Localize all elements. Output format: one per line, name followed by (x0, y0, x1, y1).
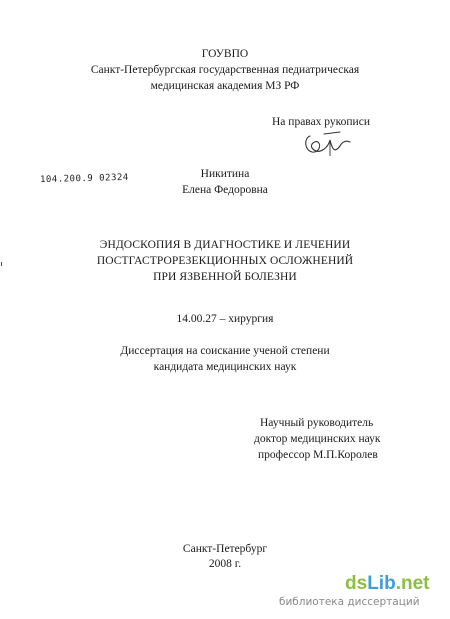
organization-abbr: ГОУВПО (201, 48, 249, 60)
title-line-2: ПОСТГАСТРОРЕЗЕКЦИОННЫХ ОСЛОЖНЕНИЙ (96, 255, 354, 267)
author-surname: Никитина (200, 168, 250, 180)
academy-line-2: медицинская академия МЗ РФ (150, 80, 300, 92)
academy-line-1: Санкт-Петербургская государственная педиатрическая (90, 64, 360, 76)
title-line-3: ПРИ ЯЗВЕННОЙ БОЛЕЗНИ (153, 271, 297, 283)
supervisor-role: Научный руководитель (260, 417, 374, 429)
specialty: 14.00.27 – хирургия (176, 313, 274, 325)
supervisor-name: профессор М.П.Королев (258, 449, 378, 461)
logo-ds: ds (345, 573, 368, 594)
year: 2008 г. (208, 558, 242, 570)
author-name: Елена Федоровна (182, 184, 268, 196)
logo-net: .net (395, 573, 430, 594)
city: Санкт-Петербург (182, 543, 268, 555)
archive-number: 104.200.9 02324 (39, 172, 129, 186)
signature-image (300, 128, 360, 162)
manuscript-rights: На правах рукописи (272, 116, 370, 128)
logo-lib: Lib (367, 573, 396, 594)
dslib-subtitle: библиотека диссертаций (279, 596, 420, 608)
title-line-1: ЭНДОСКОПИЯ В ДИАГНОСТИКЕ И ЛЕЧЕНИИ (99, 239, 351, 251)
degree-line-2: кандидата медицинских наук (153, 361, 297, 373)
degree-line-1: Диссертация на соискание ученой степени (120, 345, 330, 357)
supervisor-degree: доктор медицинских наук (254, 433, 381, 445)
dslib-logo[interactable] (345, 573, 429, 595)
